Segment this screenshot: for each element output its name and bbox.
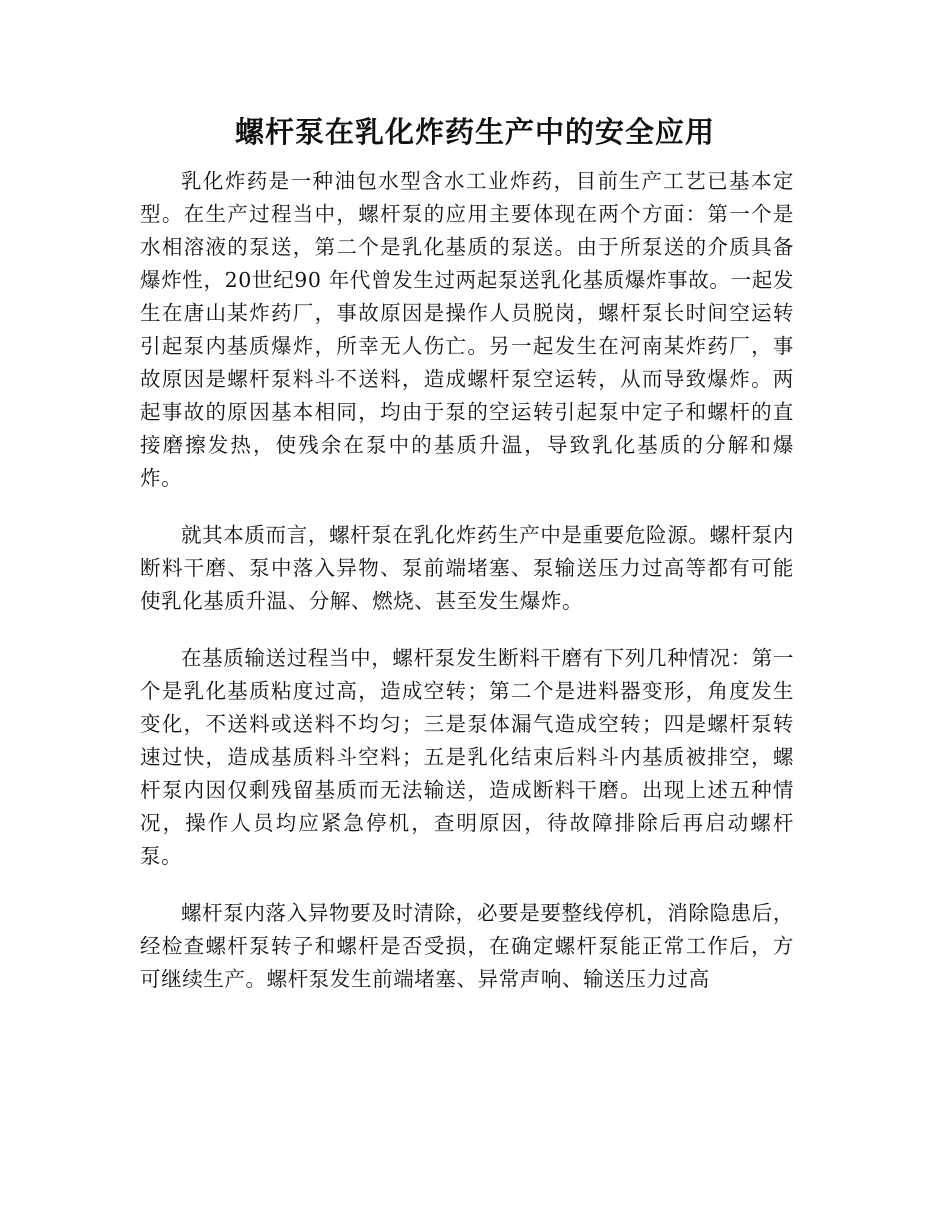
- paragraph-dry-grinding-causes: 在基质输送过程当中，螺杆泵发生断料干磨有下列几种情况：第一个是乳化基质粘度过高，造成空转；第二个是进料器变形，角度发生变化，不送料或送料不均匀；三是泵体漏气造成空转；四是螺杆泵转速过快，造成基质料斗空料；五是乳化结束后料斗内基质被排空，螺杆泵内因仅剩残留基质而无法输送，造成断料干磨。出现上述五种情况，操作人员均应紧急停机，查明原因，待故障排除后再启动螺杆泵。: [140, 646, 794, 868]
- paragraph-accident-history: 乳化炸药是一种油包水型含水工业炸药，目前生产工艺已基本定型。在生产过程当中，螺杆泵的应用主要体现在两个方面：第一个是水相溶液的泵送，第二个是乳化基质的泵送。由于所泵送的介质具备爆炸性，20世纪90 年代曾发生过两起泵送乳化基质爆炸事故。一起发生在唐山某炸药厂，事故原因是操作人员脱岗，螺杆泵长时间空运转引起泵内基质爆炸，所幸无人伤亡。另一起发生在河南某炸药厂，事故原因是螺杆泵料斗不送料，造成螺杆泵空运转，从而导致爆炸。两起事故的原因基本相同，均由于泵的空运转引起泵中定子和螺杆的直接磨擦发热，使残余在泵中的基质升温，导致乳化基质的分解和爆炸。: [140, 169, 794, 490]
- document-body: [140, 165, 794, 1020]
- paragraph-hazard-source: 就其本质而言，螺杆泵在乳化炸药生产中是重要危险源。螺杆泵内断料干磨、泵中落入异物、泵前端堵塞、泵输送压力过高等都有可能使乳化基质升温、分解、燃烧、甚至发生爆炸。: [140, 523, 794, 613]
- paragraph-foreign-object-handling: 螺杆泵内落入异物要及时清除，必要是要整线停机，消除隐患后，经检查螺杆泵转子和螺杆是否受损，在确定螺杆泵能正常工作后，方可继续生产。螺杆泵发生前端堵塞、异常声响、输送压力过高: [140, 901, 794, 991]
- document-title: 螺杆泵在乳化炸药生产中的安全应用: [234, 115, 715, 149]
